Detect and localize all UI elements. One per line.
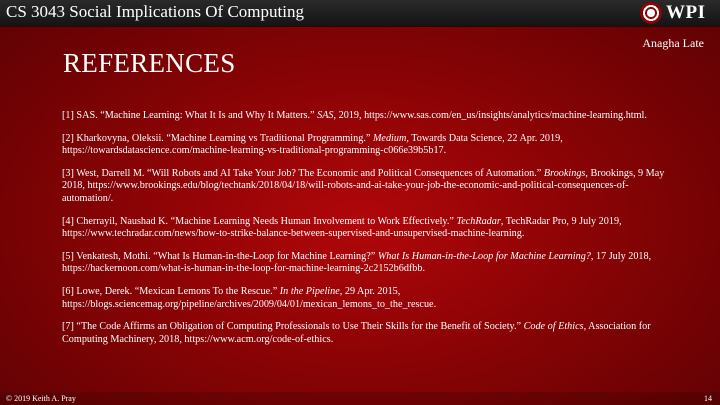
author-name: Anagha Late — [642, 36, 704, 50]
reference-item: [3] West, Darrell M. “Will Robots and AI Take Your Job? The Economic and Political Consequences of Automation.” Brookings, Brookings, 9 May 2018, https://www.brookings.edu/blog/techtank/2018/04/18/will-robots-and-ai-take-your-job-the-economic-and-political-consequences-of-automation/. — [62, 167, 665, 204]
reference-item: [4] Cherrayil, Naushad K. “Machine Learning Needs Human Involvement to Work Effectively.” TechRadar, TechRadar Pro, 9 July 2019, https://www.techradar.com/news/how-to-strike-balance-between-supervised-and-unsupervised-machine-learning. — [62, 215, 622, 240]
course-title: CS 3043 Social Implications Of Computing — [6, 2, 304, 21]
reference-item: [6] Lowe, Derek. “Mexican Lemons To the Rescue.” In the Pipeline, 29 Apr. 2015, https://blogs.sciencemag.org/pipeline/archives/2009/04/01/mexican_lemons_to_the_rescue. — [62, 285, 437, 310]
reference-item: [5] Venkatesh, Mothi. “What Is Human-in-the-Loop for Machine Learning?” What Is Human-in-the-Loop for Machine Learning?, 17 July 2018, https://hackernoon.com/what-is-human-in-the-loop-for-machine-learning-2c2152b6dfbb. — [62, 250, 652, 275]
wpi-seal-icon — [640, 2, 662, 24]
copyright-notice: © 2019 Keith A. Pray — [6, 394, 76, 403]
page-number: 14 — [704, 394, 712, 403]
reference-item: [2] Kharkovyna, Oleksii. “Machine Learning vs Traditional Programming.” Medium, Towards Data Science, 22 Apr. 2019, https://towardsdatascience.com/machine-learning-vs-traditional-programming-c066e39b5b17. — [62, 132, 563, 157]
reference-list — [62, 110, 672, 356]
header-bar — [0, 0, 720, 27]
slide-title: REFERENCES — [63, 48, 236, 78]
wpi-logo — [640, 1, 706, 25]
reference-item: [1] SAS. “Machine Learning: What It Is and Why It Matters.” SAS, 2019, https://www.sas.com/en_us/insights/analytics/machine-learning.html. — [62, 110, 647, 121]
footer-bar — [0, 392, 720, 405]
logo-wordmark: WPI — [666, 2, 706, 23]
reference-item: [7] “The Code Affirms an Obligation of Computing Professionals to Use Their Skills for the Benefit of Society.” Code of Ethics, Association for Computing Machinery, 2018, https://www.acm.org/code-of-ethics. — [62, 321, 651, 345]
